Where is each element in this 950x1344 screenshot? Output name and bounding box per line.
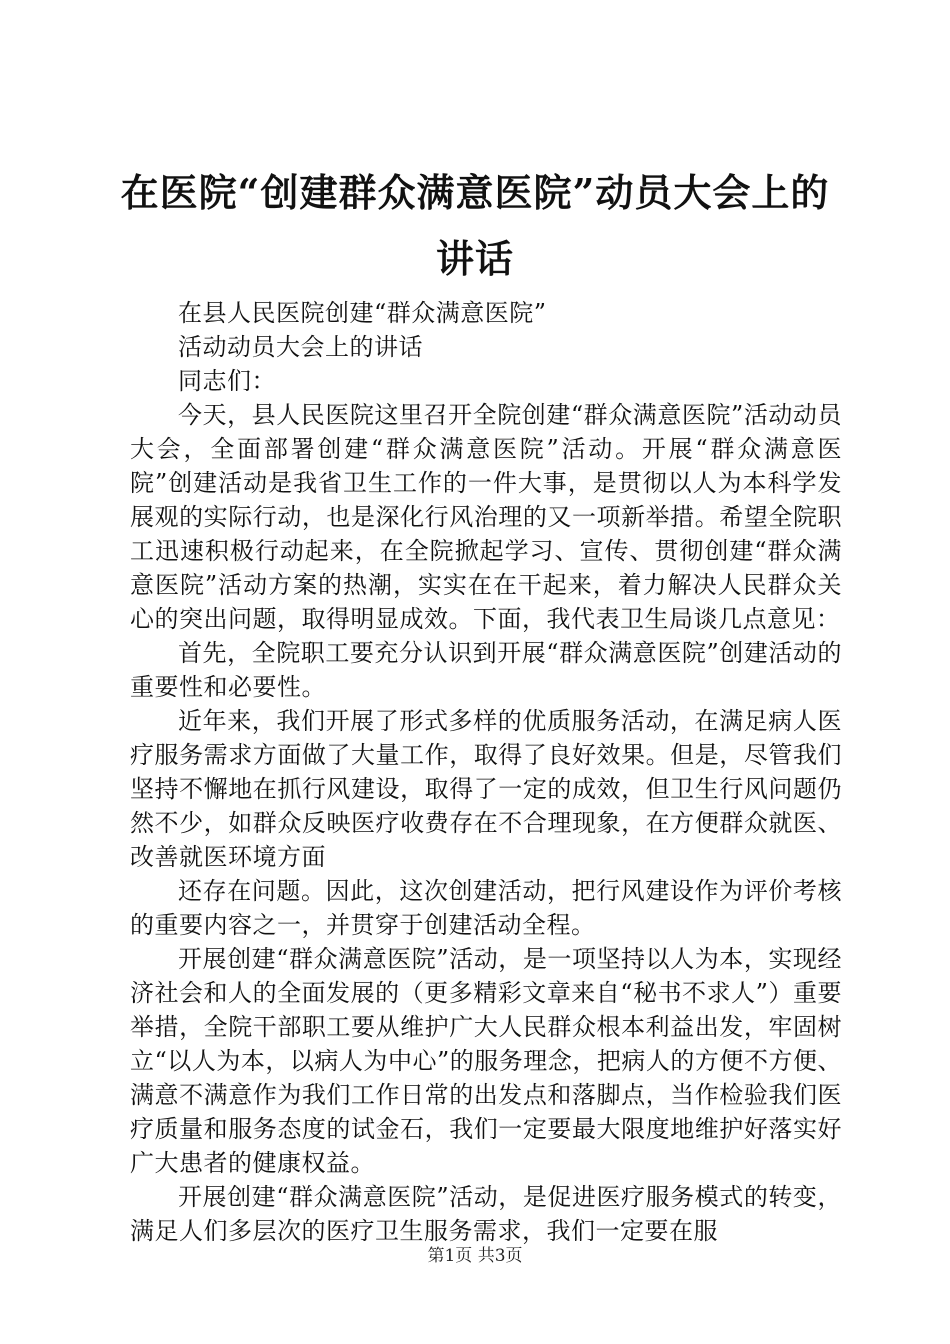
- paragraph: 在县人民医院创建“群众满意医院”: [178, 299, 547, 327]
- paragraph: 近年来，我们开展了形式多样的优质服务活动，在满足病人医疗服务需求方面做了大量工作，取得了良好效果。但是，尽管我们坚持不懈地在抓行风建设，取得了一定的成效，但卫生行风问题仍然不少，如群众反映医疗收费存在不合理现象，在方便群众就医、改善就医环境方面: [130, 707, 842, 871]
- document-body: [130, 296, 842, 1248]
- paragraph: 开展创建“群众满意医院”活动，是促进医疗服务模式的转变，满足人们多层次的医疗卫生服务需求，我们一定要在服: [130, 1183, 842, 1245]
- paragraph: 首先，全院职工要充分认识到开展“群众满意医院”创建活动的重要性和必要性。: [130, 639, 842, 701]
- document-title: 在医院“创建群众满意医院”动员大会上的讲话: [120, 170, 830, 281]
- paragraph: 活动动员大会上的讲话: [178, 333, 423, 361]
- page-number-footer: 第1页 共3页: [427, 1246, 523, 1266]
- paragraph: 开展创建“群众满意医院”活动，是一项坚持以人为本，实现经济社会和人的全面发展的（更多精彩文章来自“秘书不求人”）重要举措，全院干部职工要从维护广大人民群众根本利益出发，牢固树立“以人为本，以病人为中心”的服务理念，把病人的方便不方便、满意不满意作为我们工作日常的出发点和落脚点，当作检验我们医疗质量和服务态度的试金石，我们一定要最大限度地维护好落实好广大患者的健康权益。: [130, 945, 842, 1177]
- paragraph: 同志们：: [178, 367, 276, 395]
- paragraph: 还存在问题。因此，这次创建活动，把行风建设作为评价考核的重要内容之一，并贯穿于创建活动全程。: [130, 877, 842, 939]
- paragraph: 今天，县人民医院这里召开全院创建“群众满意医院”活动动员大会，全面部署创建“群众满意医院”活动。开展“群众满意医院”创建活动是我省卫生工作的一件大事，是贯彻以人为本科学发展观的实际行动，也是深化行风治理的又一项新举措。希望全院职工迅速积极行动起来，在全院掀起学习、宣传、贯彻创建“群众满意医院”活动方案的热潮，实实在在干起来，着力解决人民群众关心的突出问题，取得明显成效。下面，我代表卫生局谈几点意见：: [130, 401, 842, 633]
